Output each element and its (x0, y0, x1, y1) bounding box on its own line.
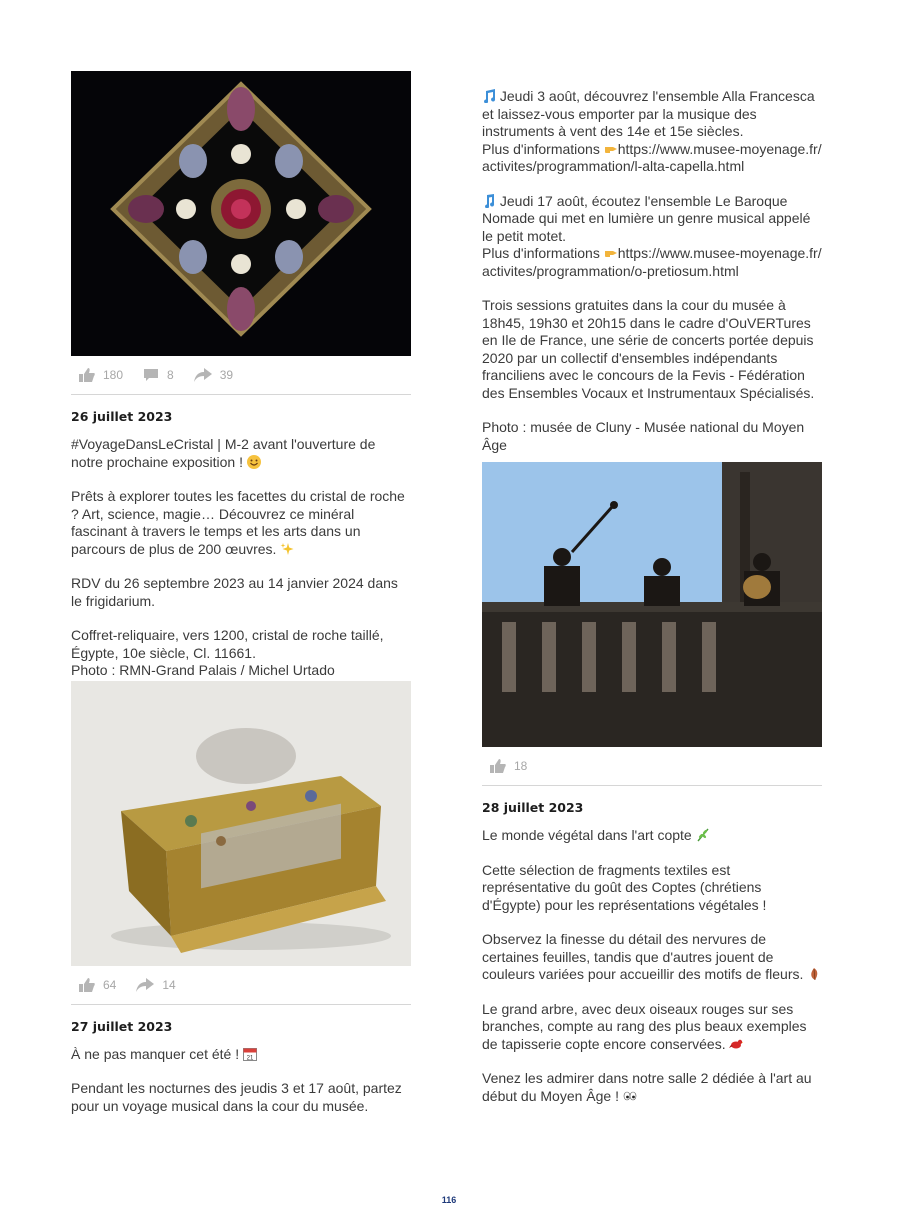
smile-emoji-icon (247, 455, 261, 469)
post-stats (482, 747, 822, 786)
svg-text:21: 21 (246, 1055, 254, 1061)
post-text: #VoyageDansLeCristal | M-2 avant l'ouverture de notre prochaine exposition ! (71, 436, 376, 470)
post-text: Cette sélection de fragments textiles est représentative du goût des Coptes (chrétiens d'Égypte) pour les représentations végétales ! (482, 861, 767, 913)
post-stats (71, 356, 411, 395)
thumbs-up-icon (79, 368, 95, 382)
thumbs-up-icon (79, 978, 95, 992)
reliquary-photo (71, 681, 411, 966)
left-column (71, 71, 411, 1132)
post-stats (71, 966, 411, 1005)
red-bird-emoji-icon (729, 1037, 743, 1051)
like-count: 64 (103, 977, 117, 992)
post-text: Venez les admirer dans notre salle 2 dédiée à l'art au début du Moyen Âge ! (482, 1070, 812, 1104)
brooch-photo (71, 71, 411, 356)
post-text: Le grand arbre, avec deux oiseaux rouges sur ses branches, compte au rang des plus beaux exemples de tapisserie copte encore conservées. (482, 1000, 807, 1052)
share-arrow-icon (194, 368, 212, 382)
like-count: 180 (103, 368, 124, 382)
right-column (482, 88, 822, 1122)
info-link[interactable]: https://www.musee-moyenage.fr/activites/programmation/o-pretiosum.html (482, 245, 822, 279)
post-text: RDV du 26 septembre 2023 au 14 janvier 2024 dans le frigidarium. (71, 575, 398, 609)
pointing-hand-emoji-icon (604, 142, 618, 156)
music-notes-emoji-icon (482, 89, 496, 103)
share-arrow-icon (136, 978, 154, 992)
falling-leaf-emoji-icon (807, 967, 821, 981)
like-count: 18 (514, 759, 528, 773)
sparkles-emoji-icon (280, 542, 294, 556)
music-note-emoji-icon (482, 194, 496, 208)
post-text: À ne pas manquer cet été ! 21 (71, 1046, 411, 1064)
share-stat[interactable] (136, 978, 175, 992)
post-text: Pendant les nocturnes des jeudis 3 et 17 août, partez pour un voyage musical dans la cour du musée. (71, 1080, 402, 1114)
herb-emoji-icon (696, 828, 710, 842)
post-text: Prêts à explorer toutes les facettes du cristal de roche ? Art, science, magie… Découvrez ce minéral fascinant à travers le temps et les arts dans un parcours de plus de 200 œuvres. (71, 488, 405, 557)
comment-stat[interactable] (143, 368, 174, 382)
share-stat[interactable] (194, 368, 233, 382)
eyes-emoji-icon (623, 1089, 637, 1103)
post-text: Jeudi 3 août, découvrez l'ensemble Alla Francesca et laissez-vous emporter par la musique des instruments à vent des 14e et 15e siècles. Plus d'informations https://www.musee-moyenage.fr/activites/programmation/l-alta-capella.html (482, 88, 822, 174)
comment-count: 8 (167, 368, 174, 382)
post-date: 28 juillet 2023 (482, 800, 584, 815)
post-date: 26 juillet 2023 (71, 409, 173, 424)
like-stat[interactable] (490, 759, 527, 773)
share-count: 39 (219, 368, 234, 382)
calendar-emoji-icon (243, 1047, 257, 1061)
post-text: Jeudi 17 août, écoutez l'ensemble Le Baroque Nomade qui met en lumière un genre musical appelé le petit motet. Plus d'informations https://www.musee-moyenage.fr/activites/programmation/o-pretiosum.html (482, 192, 822, 279)
thumbs-up-icon (490, 759, 506, 773)
musicians-photo (482, 462, 822, 747)
post-text: Photo : musée de Cluny - Musée national du Moyen Âge (482, 419, 805, 453)
post-text: Observez la finesse du détail des nervures de certaines feuilles, tandis que d'autres jouent de couleurs variées pour accueillir des motifs de fleurs. (482, 931, 822, 984)
like-stat[interactable] (79, 368, 123, 382)
like-stat[interactable] (79, 978, 116, 992)
post-text: Coffret-reliquaire, vers 1200, cristal de roche taillé, Égypte, 10e siècle, Cl. 11661. Photo : RMN-Grand Palais / Michel Urtado (71, 627, 384, 678)
page-number: 116 (441, 1195, 457, 1205)
pointing-hand-emoji-icon (604, 246, 618, 260)
info-link[interactable]: https://www.musee-moyenage.fr/activites/programmation/l-alta-capella.html (482, 140, 822, 174)
share-count: 14 (162, 977, 176, 992)
post-text: Trois sessions gratuites dans la cour du musée à 18h45, 19h30 et 20h15 dans le cadre d'OuVERTures en Ile de France, une série de concerts portée depuis 2020 par un collectif d'ensembles indépendants franciliens avec le concours de la Fevis - Fédération des Ensembles Vocaux et Instrumentaux Spécialisés. (482, 297, 815, 401)
post-date: 27 juillet 2023 (71, 1018, 173, 1034)
post-text: Le monde végétal dans l'art copte (482, 827, 822, 845)
comment-bubble-icon (143, 368, 159, 382)
